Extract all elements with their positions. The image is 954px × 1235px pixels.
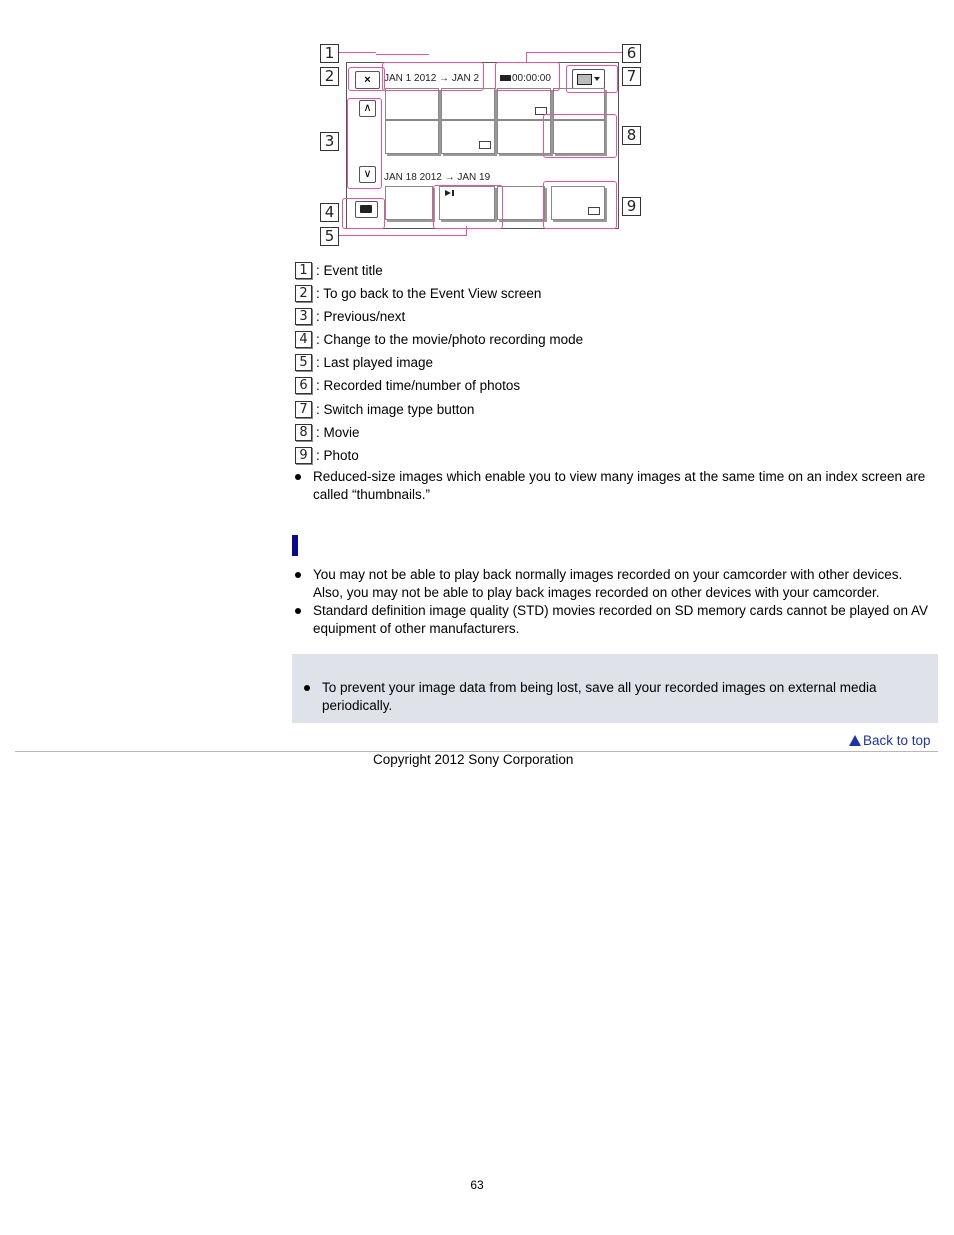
legend-item: 2 : To go back to the Event View screen <box>295 284 541 303</box>
callout-3-highlight <box>347 98 382 189</box>
tip-box <box>292 654 938 723</box>
callout-1-leader <box>376 54 429 55</box>
legend-item: 6 : Recorded time/number of photos <box>295 376 520 395</box>
bullet-icon <box>295 608 301 614</box>
number-3-icon: 3 <box>295 308 312 325</box>
copyright: Copyright 2012 Sony Corporation <box>373 752 574 767</box>
chevron-down-icon: ∨ <box>363 168 372 180</box>
callout-2: 2 <box>320 67 339 86</box>
callout-9: 9 <box>622 197 641 216</box>
callout-2-highlight <box>348 67 385 91</box>
bullet-icon <box>304 685 310 691</box>
back-to-top-link[interactable]: Back to top <box>849 733 931 748</box>
callout-1-highlight <box>382 62 484 91</box>
callout-4: 4 <box>320 203 339 222</box>
number-5-icon: 5 <box>295 354 312 371</box>
event-title-2: JAN 18 2012 → JAN 19 <box>384 172 491 183</box>
number-1-icon: 1 <box>295 262 312 279</box>
number-2-icon: 2 <box>295 285 312 302</box>
note-item: Standard definition image quality (STD) movies recorded on SD memory cards cannot be played on AV equipment of other manufacturers. <box>295 602 935 638</box>
thumbnail <box>441 88 495 120</box>
callout-5: 5 <box>320 227 339 246</box>
number-7-icon: 7 <box>295 401 312 418</box>
callout-5-line <box>339 235 467 236</box>
callout-5-stem <box>466 226 467 236</box>
note-item: You may not be able to play back normally images recorded on your camcorder with other devices. Also, you may not be able to play back images recorded on other devices with your camcorder. <box>295 566 935 602</box>
callout-4-highlight <box>342 198 385 229</box>
recorded-time: 00:00:00 <box>500 73 551 84</box>
thumbnail <box>441 120 495 154</box>
triangle-up-icon <box>849 735 861 746</box>
legend-item: 4 : Change to the movie/photo recording mode <box>295 330 583 349</box>
thumbnail <box>385 88 439 120</box>
callout-8-highlight <box>543 114 617 158</box>
number-8-icon: 8 <box>295 424 312 441</box>
legend-item: 7 : Switch image type button <box>295 400 474 419</box>
index-screen-diagram <box>318 40 643 250</box>
callout-1-line <box>339 52 376 53</box>
callout-5-highlight <box>433 185 503 229</box>
section-marker <box>292 535 298 556</box>
number-4-icon: 4 <box>295 331 312 348</box>
callout-7: 7 <box>622 67 641 86</box>
callout-6: 6 <box>622 44 641 63</box>
legend-item: 1 : Event title <box>295 261 383 280</box>
thumbnail <box>497 186 545 220</box>
legend-item: 3 : Previous/next <box>295 307 405 326</box>
number-9-icon: 9 <box>295 447 312 464</box>
callout-3: 3 <box>320 132 339 151</box>
callout-6-line <box>526 52 622 53</box>
callout-9-highlight <box>543 181 617 229</box>
callout-8: 8 <box>622 126 641 145</box>
event-title-1: JAN 1 2012 → JAN 2 <box>384 73 480 84</box>
thumbnail <box>385 120 439 154</box>
tip-item: To prevent your image data from being lost, save all your recorded images on external media periodically. <box>304 679 914 715</box>
legend-item: 9 : Photo <box>295 446 359 465</box>
chevron-up-icon: ∧ <box>363 102 372 114</box>
bullet-icon <box>295 474 301 480</box>
callout-6-highlight <box>495 62 560 91</box>
number-6-icon: 6 <box>295 377 312 394</box>
callout-6-stem <box>526 52 527 62</box>
bullet-icon <box>295 572 301 578</box>
legend-item: 5 : Last played image <box>295 353 433 372</box>
callout-1: 1 <box>320 44 339 63</box>
callout-7-highlight <box>566 65 618 93</box>
legend-item: 8 : Movie <box>295 423 360 442</box>
close-icon: × <box>364 74 371 86</box>
page-number: 63 <box>470 1178 484 1192</box>
thumbnail <box>385 186 433 220</box>
photo-icon <box>479 141 491 149</box>
thumbnail-note: Reduced-size images which enable you to view many images at the same time on an index screen are called “thumbnails.” <box>295 468 935 504</box>
